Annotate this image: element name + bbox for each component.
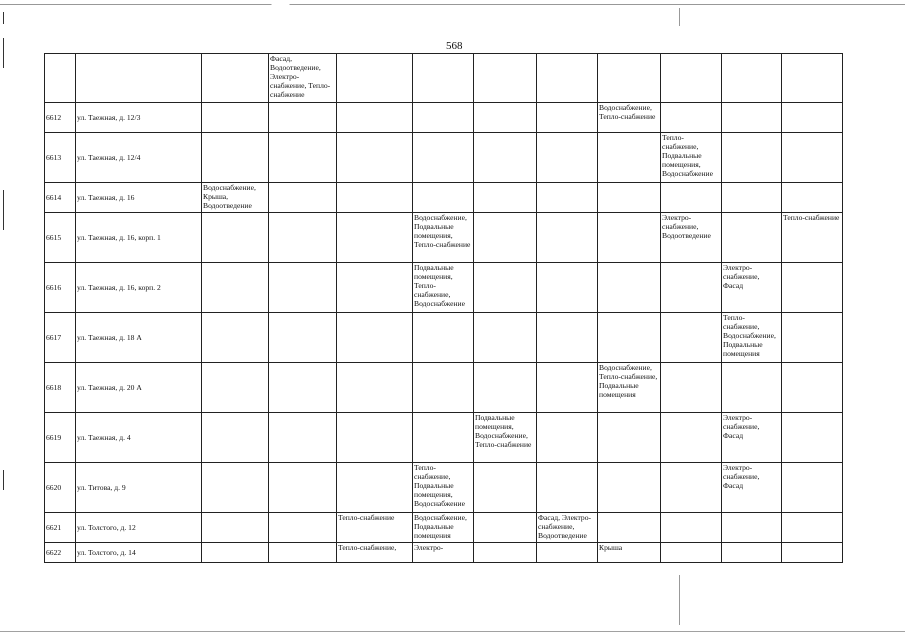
work-type-cell — [661, 103, 722, 133]
work-type-cell: Водоснабжение, Подвальные помещения — [413, 513, 474, 543]
work-type-cell — [474, 543, 537, 563]
work-type-cell — [269, 543, 337, 563]
row-number: 6622 — [45, 543, 76, 563]
work-type-cell — [413, 54, 474, 103]
work-type-cell — [269, 313, 337, 363]
work-type-cell — [722, 213, 782, 263]
work-type-cell — [202, 363, 269, 413]
property-repair-table — [44, 53, 843, 563]
work-type-cell — [782, 54, 843, 103]
work-type-cell — [202, 263, 269, 313]
work-type-cell — [782, 513, 843, 543]
work-type-cell — [474, 463, 537, 513]
work-type-cell — [202, 543, 269, 563]
work-type-cell — [474, 263, 537, 313]
work-type-cell — [413, 363, 474, 413]
address-cell: ул. Толстого, д. 12 — [76, 513, 202, 543]
row-number: 6620 — [45, 463, 76, 513]
work-type-cell — [269, 213, 337, 263]
work-type-cell: Тепло-снабжение, Подвальные помещения, Водоснабжение — [413, 463, 474, 513]
table-row — [45, 263, 843, 313]
work-type-cell — [202, 463, 269, 513]
row-number: 6621 — [45, 513, 76, 543]
work-type-cell — [661, 54, 722, 103]
table-row — [45, 133, 843, 183]
table-row — [45, 413, 843, 463]
work-type-cell — [269, 413, 337, 463]
work-type-cell: Тепло-снабжение, — [337, 543, 413, 563]
work-type-cell: Тепло-снабжение, Водоснабжение, Подвальные помещения — [722, 313, 782, 363]
row-number: 6612 — [45, 103, 76, 133]
address-cell: ул. Таежная, д. 12/3 — [76, 103, 202, 133]
address-cell: ул. Толстого, д. 14 — [76, 543, 202, 563]
work-type-cell — [782, 313, 843, 363]
work-type-cell — [722, 513, 782, 543]
work-type-cell: Фасад, Электро-снабжение, Водоотведение — [537, 513, 598, 543]
address-cell: ул. Таежная, д. 16 — [76, 183, 202, 213]
work-type-cell — [474, 133, 537, 183]
work-type-cell — [337, 54, 413, 103]
work-type-cell: Электро- — [413, 543, 474, 563]
work-type-cell — [202, 54, 269, 103]
work-type-cell: Электро-снабжение, Фасад — [722, 413, 782, 463]
work-type-cell — [537, 54, 598, 103]
table-row — [45, 103, 843, 133]
scan-bottom-rule — [0, 631, 905, 632]
work-type-cell — [782, 463, 843, 513]
work-type-cell — [661, 183, 722, 213]
work-type-cell — [537, 183, 598, 213]
work-type-cell — [722, 133, 782, 183]
table-row — [45, 463, 843, 513]
work-type-cell — [661, 543, 722, 563]
row-number: 6617 — [45, 313, 76, 363]
work-type-cell — [722, 543, 782, 563]
work-type-cell: Подвальные помещения, Водоснабжение, Тепло-снабжение — [474, 413, 537, 463]
work-type-cell — [598, 183, 661, 213]
work-type-cell: Водоснабжение, Тепло-снабжение, Подвальные помещения — [598, 363, 661, 413]
work-type-cell — [269, 263, 337, 313]
work-type-cell — [413, 183, 474, 213]
work-type-cell — [537, 213, 598, 263]
table-row — [45, 313, 843, 363]
work-type-cell: Тепло-снабжение — [337, 513, 413, 543]
work-type-cell — [722, 183, 782, 213]
work-type-cell — [474, 54, 537, 103]
work-type-cell — [598, 413, 661, 463]
work-type-cell — [202, 133, 269, 183]
work-type-cell: Электро-снабжение, Водоотведение — [661, 213, 722, 263]
work-type-cell — [269, 133, 337, 183]
work-type-cell: Подвальные помещения, Тепло-снабжение, Водоснабжение — [413, 263, 474, 313]
work-type-cell — [202, 103, 269, 133]
work-type-cell — [782, 183, 843, 213]
work-type-cell — [598, 463, 661, 513]
work-type-cell: Водоснабжение, Подвальные помещения, Тепло-снабжение — [413, 213, 474, 263]
page-number: 568 — [446, 40, 463, 52]
scan-left-mark — [3, 470, 4, 490]
table-row — [45, 513, 843, 543]
address-cell: ул. Таежная, д. 16, корп. 2 — [76, 263, 202, 313]
work-type-cell — [474, 313, 537, 363]
work-type-cell — [337, 463, 413, 513]
work-type-cell — [337, 363, 413, 413]
work-type-cell — [598, 213, 661, 263]
work-type-cell — [474, 183, 537, 213]
table-row — [45, 363, 843, 413]
work-type-cell — [413, 103, 474, 133]
work-type-cell: Фасад, Водоотведение, Электро-снабжение, Тепло-снабжение — [269, 54, 337, 103]
work-type-cell: Электро-снабжение, Фасад — [722, 263, 782, 313]
row-number: 6619 — [45, 413, 76, 463]
work-type-cell — [474, 103, 537, 133]
address-cell: ул. Таежная, д. 20 А — [76, 363, 202, 413]
row-number: 6618 — [45, 363, 76, 413]
work-type-cell — [537, 103, 598, 133]
work-type-cell — [337, 183, 413, 213]
work-type-cell — [474, 363, 537, 413]
work-type-cell: Электро-снабжение, Фасад — [722, 463, 782, 513]
table-row — [45, 543, 843, 563]
work-type-cell — [537, 363, 598, 413]
work-type-cell — [269, 103, 337, 133]
work-type-cell — [537, 133, 598, 183]
work-type-cell — [722, 54, 782, 103]
work-type-cell — [202, 513, 269, 543]
work-type-cell — [413, 313, 474, 363]
work-type-cell — [661, 513, 722, 543]
work-type-cell — [337, 413, 413, 463]
table-row — [45, 183, 843, 213]
work-type-cell — [537, 413, 598, 463]
work-type-cell — [661, 413, 722, 463]
address-cell: ул. Таежная, д. 4 — [76, 413, 202, 463]
work-type-cell — [782, 263, 843, 313]
work-type-cell — [337, 313, 413, 363]
work-type-cell — [202, 413, 269, 463]
work-type-cell — [598, 513, 661, 543]
work-type-cell — [413, 133, 474, 183]
work-type-cell — [474, 513, 537, 543]
work-type-cell — [413, 413, 474, 463]
address-cell: ул. Таежная, д. 12/4 — [76, 133, 202, 183]
work-type-cell — [782, 103, 843, 133]
work-type-cell — [537, 313, 598, 363]
scan-right-mark — [679, 575, 680, 625]
work-type-cell — [202, 213, 269, 263]
work-type-cell — [782, 543, 843, 563]
work-type-cell — [269, 363, 337, 413]
work-type-cell — [537, 543, 598, 563]
work-type-cell — [598, 263, 661, 313]
work-type-cell — [337, 133, 413, 183]
scan-left-mark — [3, 38, 4, 68]
scan-right-mark — [679, 8, 680, 26]
work-type-cell: Тепло-снабжение, Подвальные помещения, Водоснабжение — [661, 133, 722, 183]
row-number: 6614 — [45, 183, 76, 213]
work-type-cell — [269, 513, 337, 543]
work-type-cell — [537, 263, 598, 313]
work-type-cell: Крыша — [598, 543, 661, 563]
address-cell: ул. Таежная, д. 16, корп. 1 — [76, 213, 202, 263]
work-type-cell — [337, 213, 413, 263]
work-type-cell — [598, 54, 661, 103]
scan-left-mark — [3, 190, 4, 230]
row-number: 6615 — [45, 213, 76, 263]
row-number: 6616 — [45, 263, 76, 313]
work-type-cell — [269, 463, 337, 513]
address-cell — [76, 54, 202, 103]
work-type-cell — [202, 313, 269, 363]
address-cell: ул. Таежная, д. 18 А — [76, 313, 202, 363]
work-type-cell: Водоснабжение, Тепло-снабжение — [598, 103, 661, 133]
row-number — [45, 54, 76, 103]
work-type-cell — [722, 363, 782, 413]
address-cell: ул. Титова, д. 9 — [76, 463, 202, 513]
work-type-cell — [661, 263, 722, 313]
scan-left-mark — [3, 12, 4, 24]
work-type-cell — [661, 313, 722, 363]
work-type-cell: Тепло-снабжение — [782, 213, 843, 263]
work-type-cell: Водоснабжение, Крыша, Водоотведение — [202, 183, 269, 213]
work-type-cell — [782, 413, 843, 463]
work-type-cell — [337, 103, 413, 133]
row-number: 6613 — [45, 133, 76, 183]
table-row — [45, 213, 843, 263]
work-type-cell — [782, 133, 843, 183]
scan-top-rule — [0, 4, 905, 5]
work-type-cell — [722, 103, 782, 133]
work-type-cell — [598, 313, 661, 363]
work-type-cell — [782, 363, 843, 413]
work-type-cell — [661, 363, 722, 413]
table-row — [45, 54, 843, 103]
work-type-cell — [474, 213, 537, 263]
table-body — [45, 54, 843, 563]
work-type-cell — [661, 463, 722, 513]
work-type-cell — [598, 133, 661, 183]
work-type-cell — [337, 263, 413, 313]
work-type-cell — [537, 463, 598, 513]
work-type-cell — [269, 183, 337, 213]
